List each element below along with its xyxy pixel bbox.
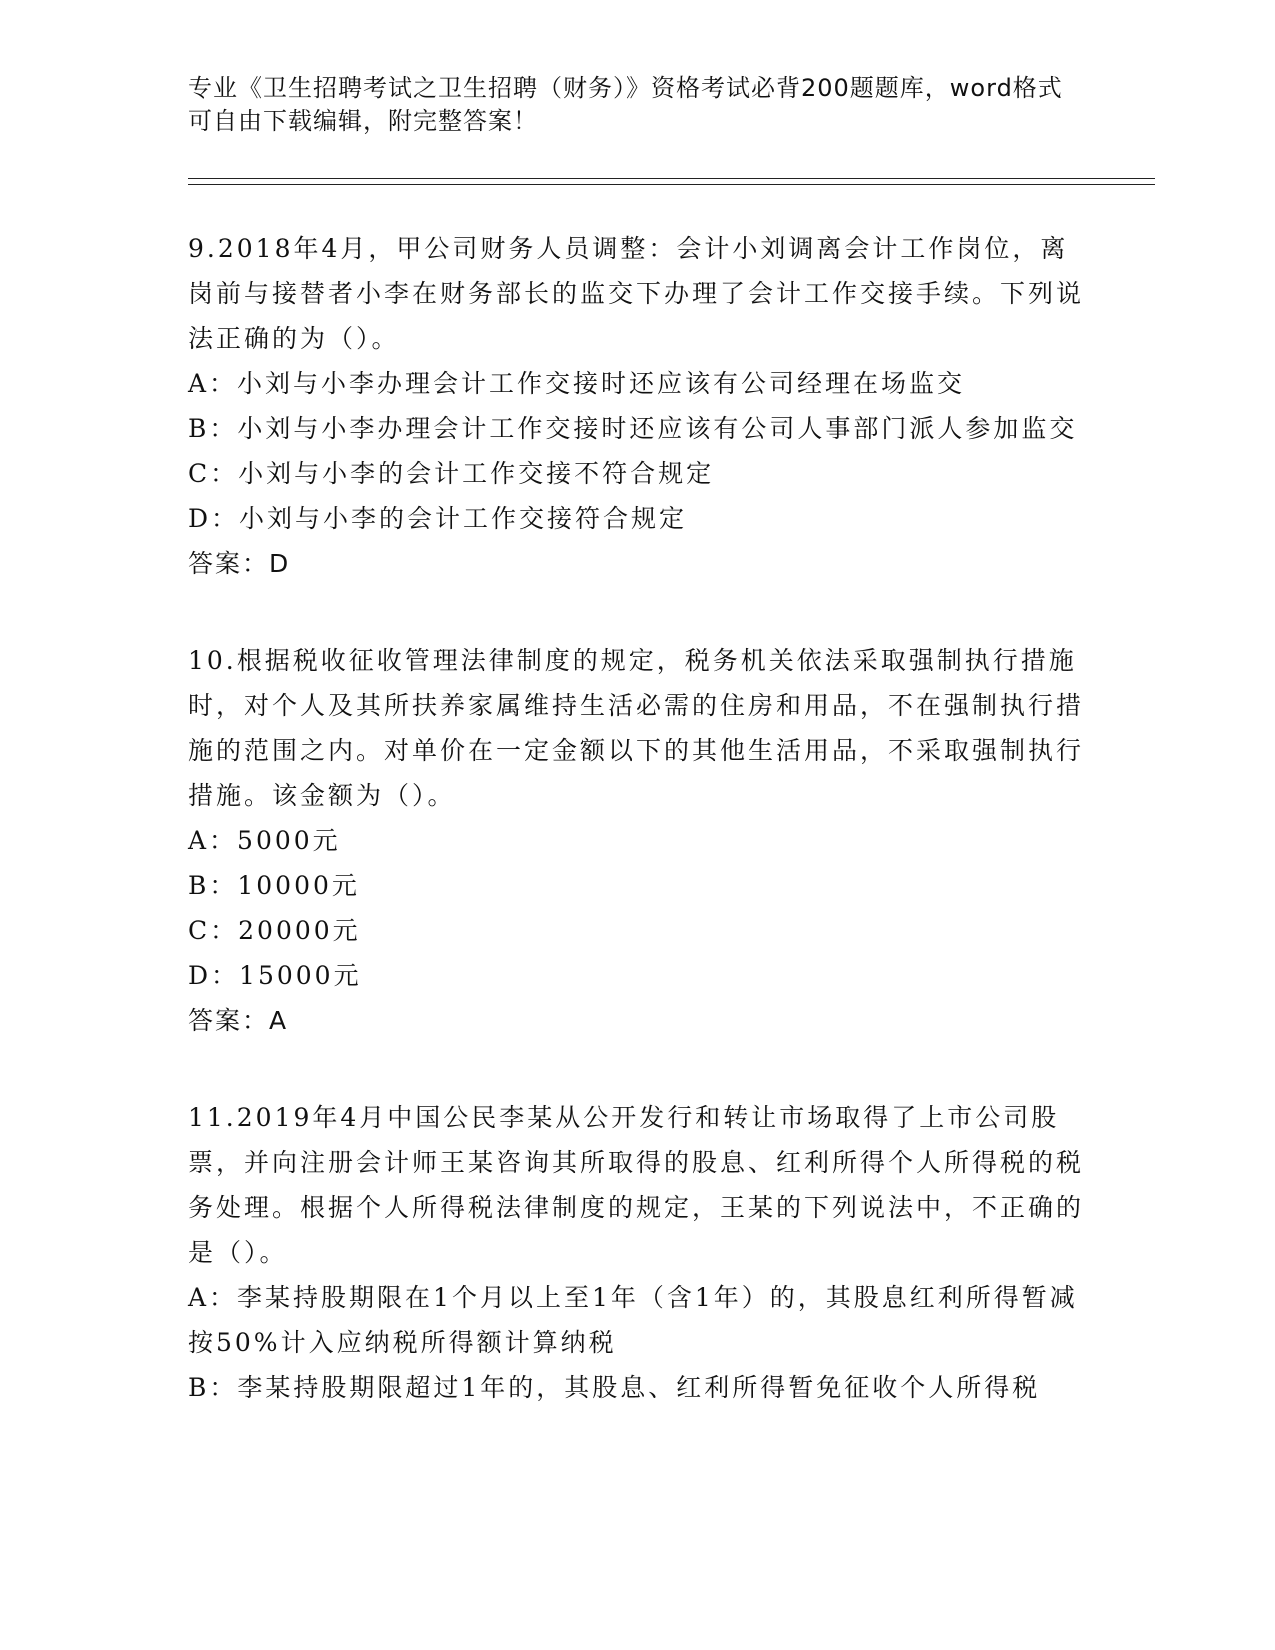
option-list	[188, 361, 1088, 541]
answer-label: 答案：D	[188, 549, 291, 578]
option-b: B：李某持股期限超过1年的，其股息、红利所得暂免征收个人所得税	[188, 1373, 1041, 1402]
header-title-line-2: 可自由下载编辑，附完整答案！	[188, 107, 538, 135]
option-a: A：5000元	[188, 826, 341, 855]
question-stem: 11.2019年4月中国公民李某从公开发行和转让市场取得了上市公司股票，并向注册会计师王某咨询其所取得的股息、红利所得个人所得税的税务处理。根据个人所得税法律制度的规定，王某的下列说法中，不正确的是（）。	[188, 1103, 1085, 1267]
question-item	[188, 226, 1088, 586]
option-list	[188, 1275, 1088, 1410]
question-list	[188, 226, 1088, 1462]
option-a: A：李某持股期限在1个月以上至1年（含1年）的，其股息红利所得暂减按50%计入应纳税所得额计算纳税	[188, 1283, 1078, 1357]
header-divider-top	[188, 178, 1155, 179]
option-c: C：小刘与小李的会计工作交接不符合规定	[188, 459, 715, 488]
option-d: D：小刘与小李的会计工作交接符合规定	[188, 504, 688, 533]
option-list	[188, 818, 1088, 998]
question-stem: 10.根据税收征收管理法律制度的规定，税务机关依法采取强制执行措施时，对个人及其所扶养家属维持生活必需的住房和用品，不在强制执行措施的范围之内。对单价在一定金额以下的其他生活用品，不采取强制执行措施。该金额为（）。	[188, 646, 1085, 810]
option-d: D：15000元	[188, 961, 362, 990]
option-c: C：20000元	[188, 916, 361, 945]
document-header	[188, 72, 1088, 138]
answer-label: 答案：A	[188, 1006, 289, 1035]
header-divider-bottom	[188, 184, 1155, 185]
question-item	[188, 1095, 1088, 1410]
header-title-line-1: 专业《卫生招聘考试之卫生招聘（财务）》资格考试必背200题题库，word格式	[188, 74, 1063, 102]
option-b: B：10000元	[188, 871, 360, 900]
question-item	[188, 638, 1088, 1043]
question-stem: 9.2018年4月，甲公司财务人员调整：会计小刘调离会计工作岗位，离岗前与接替者小李在财务部长的监交下办理了会计工作交接手续。下列说法正确的为（）。	[188, 234, 1085, 353]
option-a: A：小刘与小李办理会计工作交接时还应该有公司经理在场监交	[188, 369, 966, 398]
option-b: B：小刘与小李办理会计工作交接时还应该有公司人事部门派人参加监交	[188, 414, 1078, 443]
